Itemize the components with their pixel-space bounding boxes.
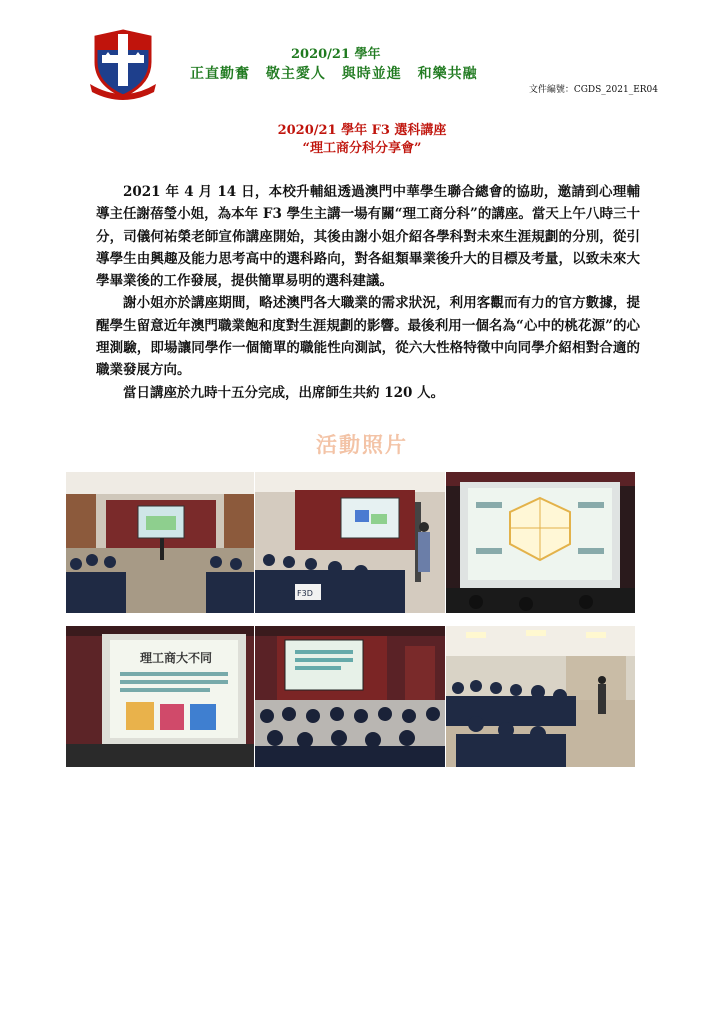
document-title: 2020/21 學年 F3 選科講座 [277, 123, 447, 138]
svg-text:F3D: F3D [297, 589, 313, 598]
svg-text:理工商大不同: 理工商大不同 [140, 651, 213, 665]
activity-photo-5 [255, 626, 445, 767]
document-subtitle: “理工商分科分享會” [302, 141, 422, 156]
school-crest-logo [88, 28, 158, 100]
activity-photo-1 [66, 472, 254, 613]
school-motto: 正直勤奮 敬主愛人 與時並進 和樂共融 [190, 66, 478, 82]
activity-photo-4 [66, 626, 254, 767]
school-year-header: 2020/21 學年 [291, 47, 381, 62]
activity-photo-3 [446, 472, 635, 613]
paragraph-3: 當日講座於九時十五分完成，出席師生共約 120 人。 [123, 384, 445, 401]
activity-photos-heading: 活動照片 [316, 432, 408, 457]
activity-photo-6 [446, 626, 635, 767]
paragraph-2: 謝小姐亦於講座期間，略述澳門各大職業的需求狀況，利用客觀而有力的官方數據，提醒學生留意近年澳門職業飽和度對生涯規劃的影響。最後利用一個名為“心中的桃花源”的心理測驗，即場讓同學作一個簡單的職能性向測試，從六大性格特徵中向同學介紹相對合適的職業發展方向。 [96, 295, 640, 379]
report-body [96, 181, 640, 404]
activity-photo-2 [255, 472, 445, 613]
document-number: 文件編號：CGDS_2021_ER04 [528, 85, 658, 95]
paragraph-1: 2021 年 4 月 14 日，本校升輔組透過澳門中華學生聯合總會的協助，邀請到心理輔導主任謝蓓瑩小姐，為本年 F3 學生主講一場有關“理工商分科”的講座。當天上午八時三十分，司儀何祐榮老師宣佈講座開始，其後由謝小姐介紹各學科對未來生涯規劃的分別，從引導學生由興趣及能力思考高中的選科路向，對各組類畢業後升大的目標及考量，以致未來大學畢業後的工作發展，提供簡單易明的選科建議。 [96, 184, 640, 290]
